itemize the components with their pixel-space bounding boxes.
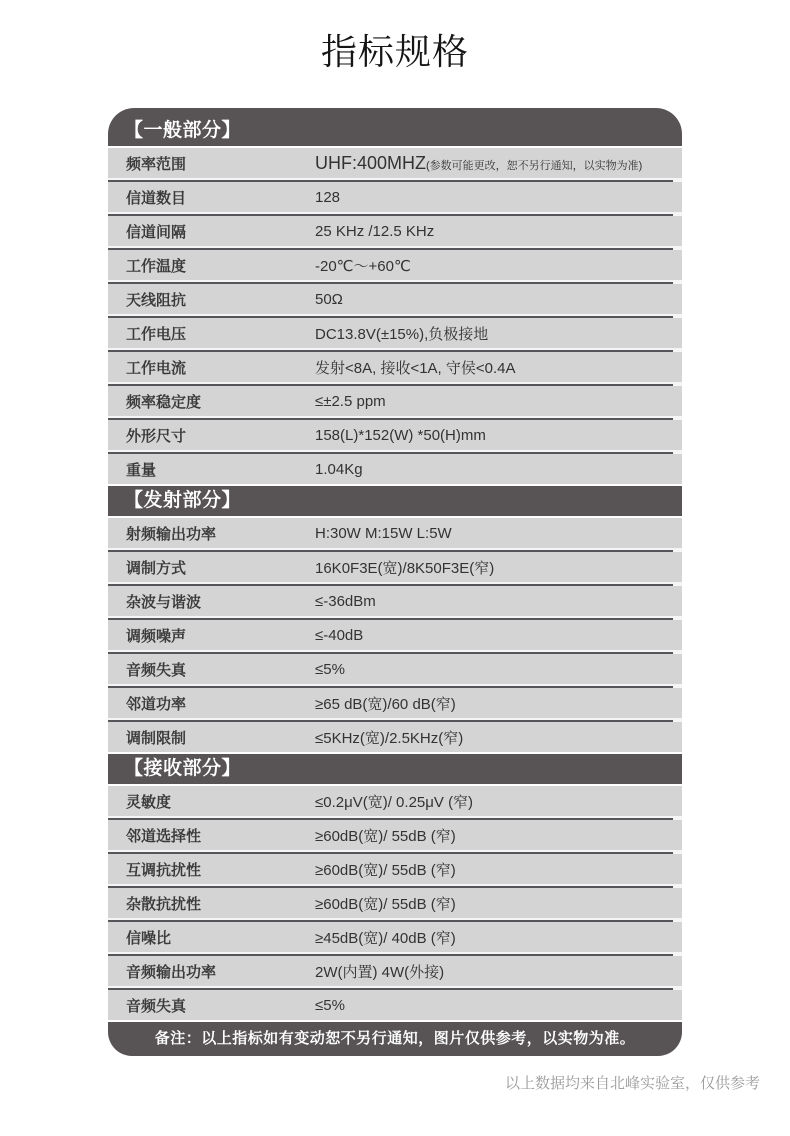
spec-value-main: 16K0F3E(宽)/8K50F3E(窄)	[315, 559, 495, 577]
row-divider	[108, 212, 682, 216]
table-footer-note: 备注：以上指标如有变动恕不另行通知，图片仅供参考，以实物为准。	[108, 1022, 682, 1056]
spec-label: 频率稳定度	[126, 393, 202, 411]
spec-label: 音频失真	[126, 661, 187, 679]
spec-label: 互调抗扰性	[126, 861, 202, 879]
row-divider	[108, 314, 682, 318]
row-divider	[108, 952, 682, 956]
row-divider	[108, 850, 682, 854]
spec-row	[108, 820, 682, 850]
row-divider	[108, 280, 682, 284]
spec-value-main: ≤5%	[315, 660, 345, 678]
spec-row	[108, 250, 682, 280]
row-divider	[108, 684, 682, 688]
row-divider	[108, 582, 682, 586]
spec-value	[315, 997, 682, 1014]
spec-value	[315, 791, 682, 812]
spec-value	[315, 927, 682, 948]
spec-row	[108, 888, 682, 918]
spec-label: 杂散抗扰性	[126, 895, 202, 913]
spec-value	[315, 357, 682, 378]
spec-value-main: ≤0.2μV(宽)/ 0.25μV (窄)	[315, 793, 474, 811]
spec-label: 信道数目	[126, 189, 187, 207]
source-note: 以上数据均来自北峰实验室，仅供参考	[504, 1075, 760, 1092]
spec-row	[108, 786, 682, 816]
spec-value	[315, 727, 682, 748]
spec-row	[108, 688, 682, 718]
spec-row	[108, 854, 682, 884]
spec-label: 频率范围	[126, 155, 187, 173]
spec-label: 邻道功率	[126, 695, 187, 713]
spec-label: 调制限制	[126, 729, 187, 747]
spec-row	[108, 182, 682, 212]
spec-value	[315, 859, 682, 880]
spec-value-main: 1.04Kg	[315, 460, 363, 478]
spec-value-main: H:30W M:15W L:5W	[315, 524, 452, 542]
spec-value-note: (参数可能更改，恕不另行通知，以实物为准)	[426, 159, 643, 172]
spec-value-main: 50Ω	[315, 290, 343, 308]
row-divider	[108, 178, 682, 182]
spec-value-main: ≥60dB(宽)/ 55dB (窄)	[315, 861, 456, 879]
spec-value	[315, 323, 682, 344]
spec-value	[315, 627, 682, 644]
spec-value-main: 2W(内置) 4W(外接)	[315, 963, 445, 981]
spec-label: 音频输出功率	[126, 963, 217, 981]
spec-row	[108, 386, 682, 416]
row-divider	[108, 382, 682, 386]
spec-value-main: 发射<8A, 接收<1A, 守侯<0.4A	[315, 359, 516, 377]
spec-label: 工作电压	[126, 325, 187, 343]
spec-label: 重量	[126, 461, 157, 479]
spec-label: 信道间隔	[126, 223, 187, 241]
section-header: 【接收部分】	[108, 754, 682, 784]
row-divider	[108, 884, 682, 888]
section-header: 【发射部分】	[108, 486, 682, 516]
spec-row	[108, 148, 682, 178]
spec-row	[108, 284, 682, 314]
spec-label: 射频输出功率	[126, 525, 217, 543]
page-title: 指标规格	[320, 31, 469, 72]
spec-row	[108, 586, 682, 616]
spec-row	[108, 518, 682, 548]
spec-label: 灵敏度	[126, 793, 172, 811]
spec-label: 音频失真	[126, 997, 187, 1015]
spec-value	[315, 291, 682, 308]
spec-value-main: 25 KHz /12.5 KHz	[315, 222, 435, 240]
spec-value	[315, 153, 682, 174]
spec-row	[108, 352, 682, 382]
row-divider	[108, 986, 682, 990]
spec-table	[108, 108, 682, 1056]
row-divider	[108, 616, 682, 620]
spec-value-main: ≤5%	[315, 996, 345, 1014]
spec-value-main: 128	[315, 188, 341, 206]
row-divider	[108, 548, 682, 552]
spec-value	[315, 893, 682, 914]
spec-value-main: UHF:400MHZ	[315, 152, 427, 173]
spec-value-main: ≥45dB(宽)/ 40dB (窄)	[315, 929, 456, 947]
spec-value	[315, 189, 682, 206]
spec-value-main: -20℃～+60℃	[315, 257, 411, 275]
spec-row	[108, 722, 682, 752]
row-divider	[108, 650, 682, 654]
spec-row	[108, 990, 682, 1020]
row-divider	[108, 416, 682, 420]
spec-label: 杂波与谐波	[126, 593, 202, 611]
spec-label: 工作电流	[126, 359, 187, 377]
row-divider	[108, 348, 682, 352]
spec-row	[108, 620, 682, 650]
spec-value	[315, 825, 682, 846]
spec-value	[315, 961, 682, 982]
spec-value-main: ≥65 dB(宽)/60 dB(窄)	[315, 695, 456, 713]
spec-value-main: ≥60dB(宽)/ 55dB (窄)	[315, 895, 456, 913]
row-divider	[108, 450, 682, 454]
spec-value-main: 158(L)*152(W) *50(H)mm	[315, 426, 486, 444]
spec-value	[315, 461, 682, 478]
row-divider	[108, 246, 682, 250]
spec-value	[315, 693, 682, 714]
spec-value	[315, 593, 682, 610]
spec-value	[315, 393, 682, 410]
spec-value	[315, 557, 682, 578]
spec-label: 外形尺寸	[126, 427, 187, 445]
spec-row	[108, 552, 682, 582]
spec-value	[315, 661, 682, 678]
spec-value-main: ≤-36dBm	[315, 592, 376, 610]
spec-label: 信噪比	[126, 929, 172, 947]
spec-value	[315, 255, 682, 276]
spec-row	[108, 318, 682, 348]
spec-value-main: ≥60dB(宽)/ 55dB (窄)	[315, 827, 456, 845]
spec-value	[315, 525, 682, 542]
spec-label: 调频噪声	[126, 627, 187, 645]
row-divider	[108, 918, 682, 922]
section-header: 【一般部分】	[108, 108, 682, 146]
spec-label: 天线阻抗	[126, 291, 187, 309]
spec-value-main: DC13.8V(±15%),负极接地	[315, 325, 489, 343]
row-divider	[108, 816, 682, 820]
spec-value-main: ≤-40dB	[315, 626, 364, 644]
spec-row	[108, 216, 682, 246]
spec-row	[108, 654, 682, 684]
row-divider	[108, 718, 682, 722]
spec-row	[108, 420, 682, 450]
spec-value-main: ≤5KHz(宽)/2.5KHz(窄)	[315, 729, 464, 747]
spec-label: 工作温度	[126, 257, 187, 275]
spec-value	[315, 223, 682, 240]
spec-row	[108, 454, 682, 484]
spec-value-main: ≤±2.5 ppm	[315, 392, 386, 410]
spec-row	[108, 922, 682, 952]
spec-label: 调制方式	[126, 559, 187, 577]
spec-value	[315, 427, 682, 444]
spec-row	[108, 956, 682, 986]
spec-label: 邻道选择性	[126, 827, 202, 845]
